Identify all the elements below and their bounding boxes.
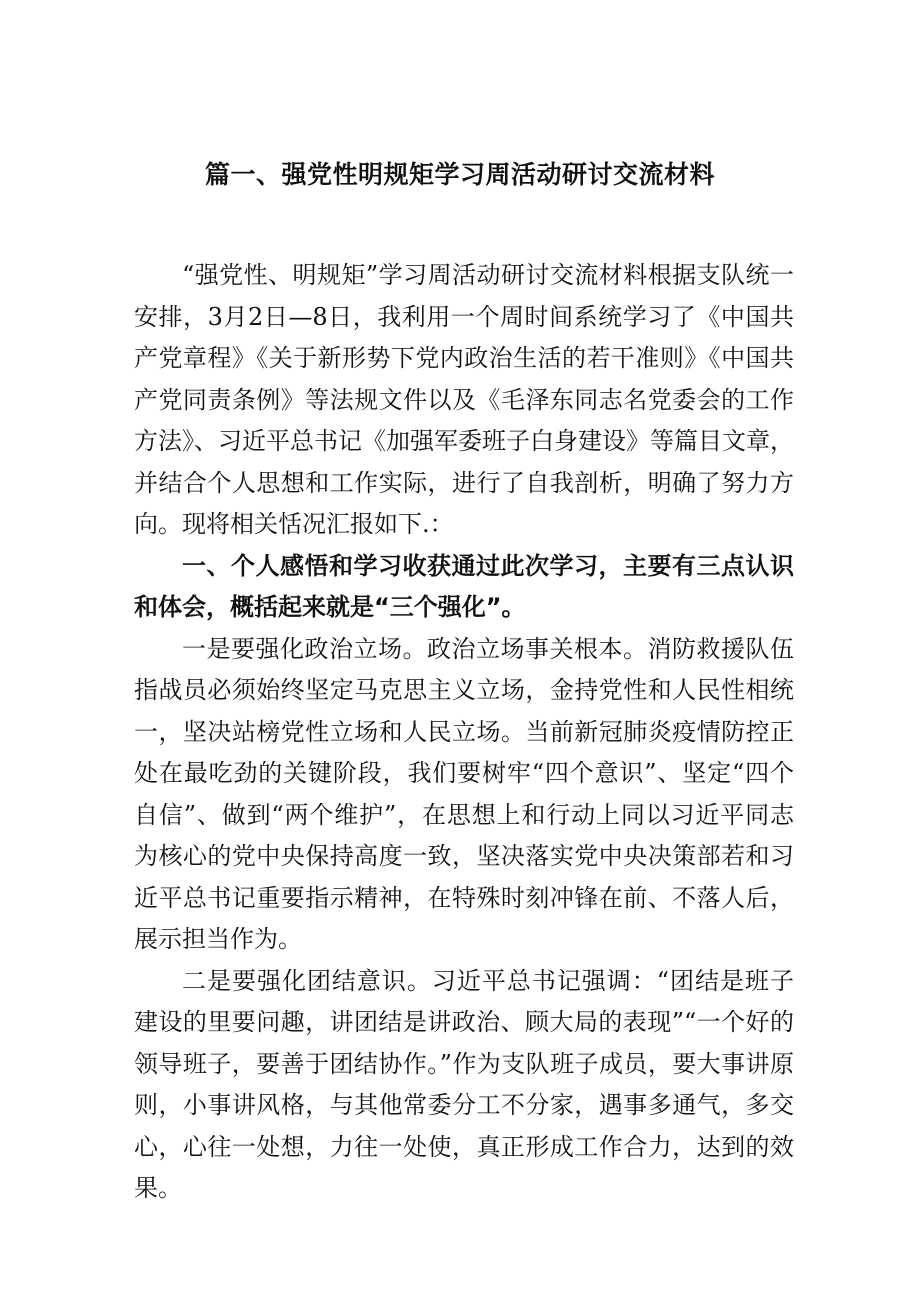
document-body xyxy=(134,255,794,1210)
unity-awareness-paragraph: 二是要强化团结意识。习近平总书记强调：“团结是班子建设的里要问趣，讲团结是讲政治、顾大局的表现”“一个好的领导班子，要善于团结协作。”作为支队班子成员，要大事讲原则，小事讲风格，与其他常委分工不分家，遇事多通气，多交心，心往一处想，力往一处使，真正形成工作合力，达到的效果。 xyxy=(134,966,794,1202)
section-heading-paragraph: 一、个人感悟和学习收获通过此次学习，主要有三点认识和体会，概括起来就是“三个强化”。 xyxy=(134,551,794,621)
document-title: 篇一、强党性明规矩学习周活动研讨交流材料 xyxy=(204,160,715,189)
political-stance-paragraph: 一是要强化政治立场。政治立场事关根本。消防救援队伍指战员必须始终坚定马克思主义立场，金持党性和人民性相统一，坚决站榜党性立场和人民立场。当前新冠肺炎疫情防控正处在最吃劲的关键阶段，我们要树牢“四个意识”、坚定“四个自信”、做到“两个维护”，在思想上和行动上同以习近平同志为核心的党中央保持高度一致，坚决落实党中央决策部若和习近平总书记重要指示精神，在特殊时刻冲锋在前、不落人后，展示担当作为。 xyxy=(134,634,794,953)
intro-paragraph: “强党性、明规矩”学习周活动研讨交流材料根据支队统一安排，3月2日—8日，我利用一个周时间系统学习了《中国共产党章程》《关于新形势下党内政治生活的若干准则》《中国共产党同责条例》等法规文件以及《毛泽东同志名党委会的工作方法》、习近平总书记《加强军委班子白身建设》等篇目文章，并结合个人思想和工作实际，进行了自我剖析，明确了努力方向。现将相关恬况汇报如下.： xyxy=(134,261,794,538)
